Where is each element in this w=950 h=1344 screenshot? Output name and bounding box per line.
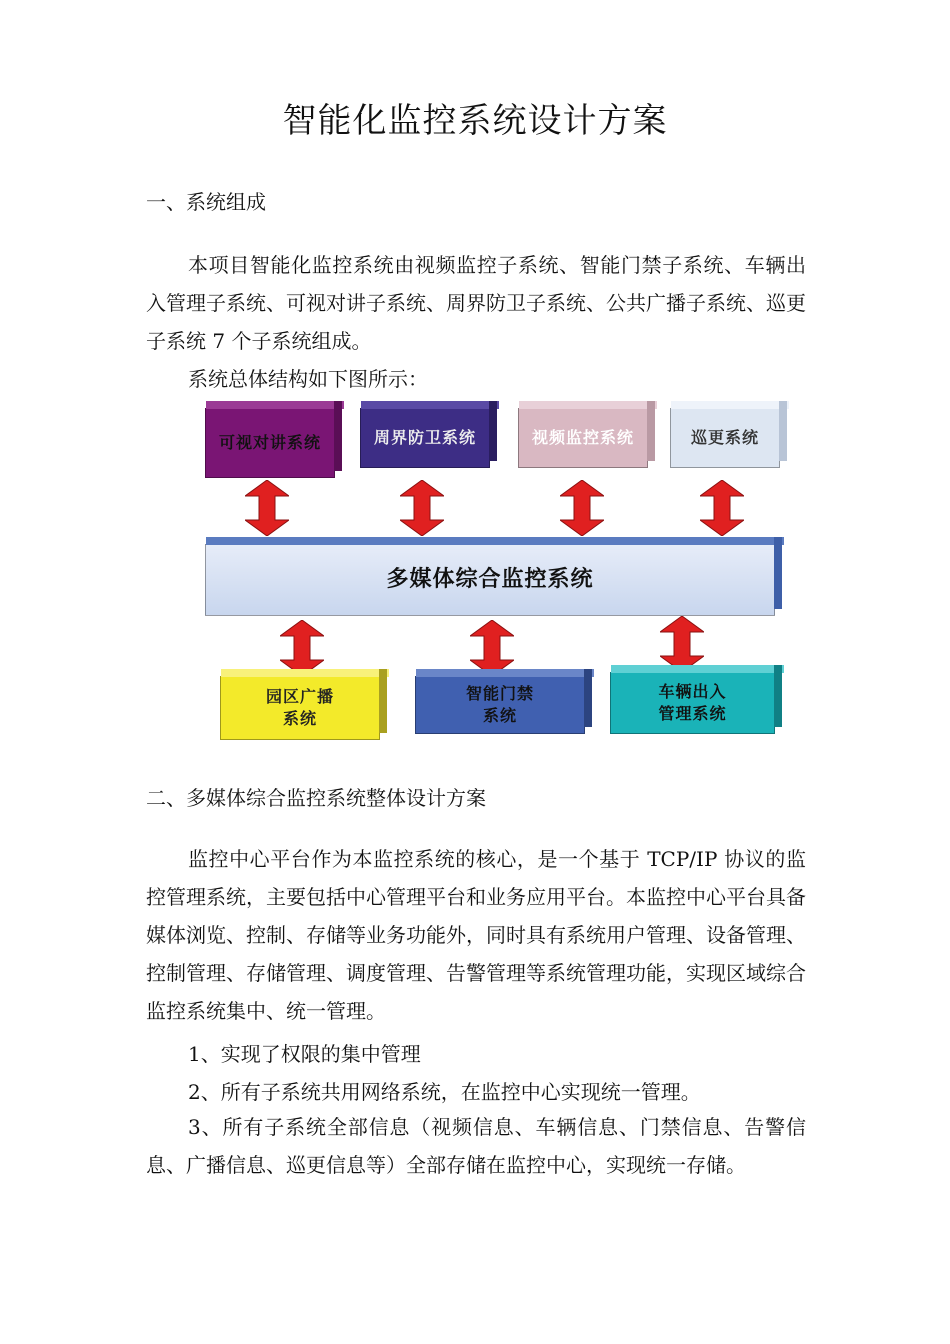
section2-paragraph: 监控中心平台作为本监控系统的核心，是一个基于 TCP/IP 协议的监控管理系统，主要包括中心管理平台和业务应用平台。本监控中心平台具备媒体浏览、控制、存储等业务功能外，同时具有系统用户管理、设备管理、控制管理、存储管理、调度管理、告警管理等系统管理功能，实现区域综合监控系统集中、统一管理。 [146, 847, 806, 1023]
intercom-system-label: 可视对讲系统 [218, 433, 321, 452]
section2-heading: 二、多媒体综合监控系统整体设计方案 [146, 786, 486, 810]
section1-heading: 一、系统组成 [146, 190, 266, 214]
section1-paragraph: 本项目智能化监控系统由视频监控子系统、智能门禁子系统、车辆出入管理子系统、可视对讲子系统、周界防卫子系统、公共广播子系统、巡更子系统 7 个子系统组成。 [146, 253, 806, 353]
double-arrow-icon [280, 620, 324, 676]
double-arrow-icon [400, 480, 444, 536]
access-control-system-label: 智能门禁 系统 [465, 684, 534, 725]
system-structure-diagram [200, 398, 800, 748]
list-item-3: 3、所有子系统全部信息（视频信息、车辆信息、门禁信息、告警信息、广播信息、巡更信息等）全部存储在监控中心，实现统一存储。 [146, 1115, 806, 1177]
multimedia-monitoring-system-label: 多媒体综合监控系统 [386, 567, 594, 592]
list-item-2: 2、所有子系统共用网络系统，在监控中心实现统一管理。 [188, 1080, 701, 1104]
multimedia-monitoring-system-box [205, 544, 775, 616]
vehicle-access-system-box [610, 672, 775, 734]
double-arrow-icon [470, 620, 514, 676]
double-arrow-icon [560, 480, 604, 536]
campus-broadcast-system-label: 园区广播 系统 [265, 687, 334, 728]
access-control-system-box [415, 676, 585, 734]
perimeter-system-box [360, 408, 490, 468]
double-arrow-icon [245, 480, 289, 536]
double-arrow-icon [660, 616, 704, 672]
patrol-system-label: 巡更系统 [690, 428, 759, 447]
vehicle-access-system-label: 车辆出入 管理系统 [658, 682, 727, 723]
list-item-1: 1、实现了权限的集中管理 [188, 1042, 421, 1066]
video-system-label: 视频监控系统 [531, 428, 634, 447]
perimeter-system-label: 周界防卫系统 [373, 428, 476, 447]
video-system-box [518, 408, 648, 468]
page-title: 智能化监控系统设计方案 [282, 101, 668, 141]
diagram-intro: 系统总体结构如下图所示： [188, 367, 428, 391]
intercom-system-box [205, 408, 335, 478]
patrol-system-box [670, 408, 780, 468]
campus-broadcast-system-box [220, 676, 380, 740]
double-arrow-icon [700, 480, 744, 536]
